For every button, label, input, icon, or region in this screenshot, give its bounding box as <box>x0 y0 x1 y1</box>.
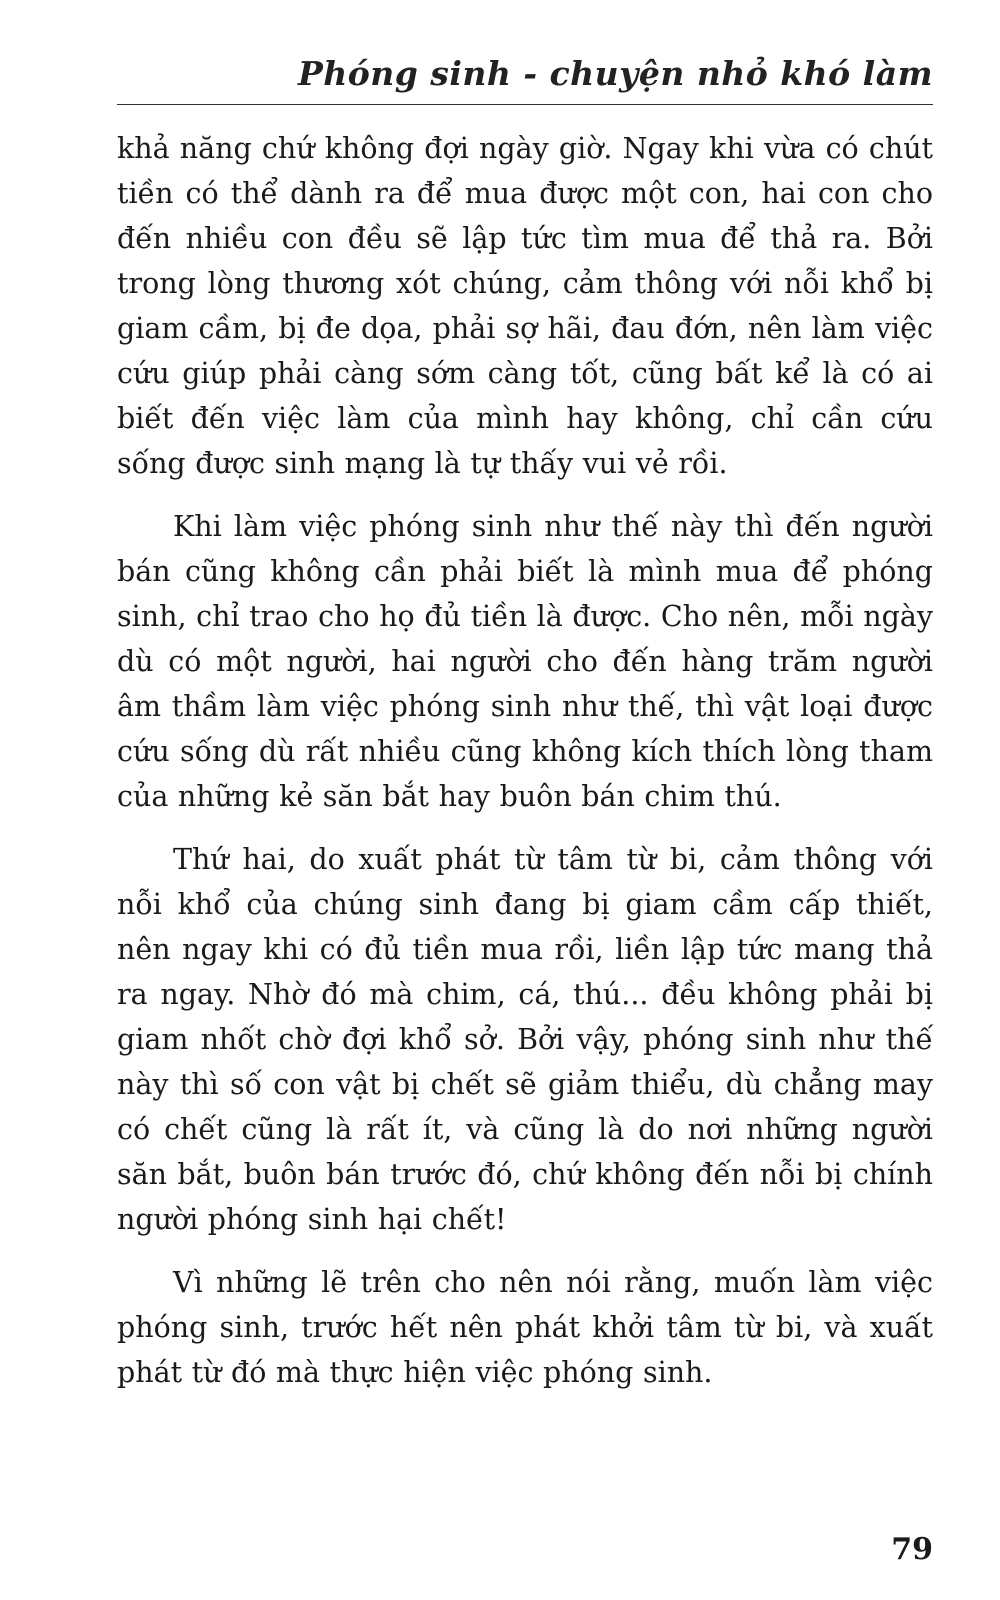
body-text <box>117 126 933 1413</box>
running-header <box>117 48 933 105</box>
book-title: Phóng sinh - chuyện nhỏ khó làm <box>297 54 933 93</box>
paragraph-3: Thứ hai, do xuất phát từ tâm từ bi, cảm thông với nỗi khổ của chúng sinh đang bị giam cầm cấp thiết, nên ngay khi có đủ tiền mua rồi, liền lập tức mang thả ra ngay. Nhờ đó mà chim, cá, thú... đều không phải bị giam nhốt chờ đợi khổ sở. Bởi vậy, phóng sinh như thế này thì số con vật bị chết sẽ giảm thiểu, dù chẳng may có chết cũng là rất ít, và cũng là do nơi những người săn bắt, buôn bán trước đó, chứ không đến nỗi bị chính người phóng sinh hại chết! <box>117 843 933 1236</box>
page-number: 79 <box>891 1532 933 1567</box>
paragraph-2: Khi làm việc phóng sinh như thế này thì đến người bán cũng không cần phải biết là mình mua để phóng sinh, chỉ trao cho họ đủ tiền là được. Cho nên, mỗi ngày dù có một người, hai người cho đến hàng trăm người âm thầm làm việc phóng sinh như thế, thì vật loại được cứu sống dù rất nhiều cũng không kích thích lòng tham của những kẻ săn bắt hay buôn bán chim thú. <box>117 510 933 813</box>
paragraph-1: khả năng chứ không đợi ngày giờ. Ngay khi vừa có chút tiền có thể dành ra để mua được một con, hai con cho đến nhiều con đều sẽ lập tức tìm mua để thả ra. Bởi trong lòng thương xót chúng, cảm thông với nỗi khổ bị giam cầm, bị đe dọa, phải sợ hãi, đau đớn, nên làm việc cứu giúp phải càng sớm càng tốt, cũng bất kể là có ai biết đến việc làm của mình hay không, chỉ cần cứu sống được sinh mạng là tự thấy vui vẻ rồi. <box>117 132 933 480</box>
paragraph-4: Vì những lẽ trên cho nên nói rằng, muốn làm việc phóng sinh, trước hết nên phát khởi tâm từ bi, và xuất phát từ đó mà thực hiện việc phóng sinh. <box>117 1266 933 1389</box>
